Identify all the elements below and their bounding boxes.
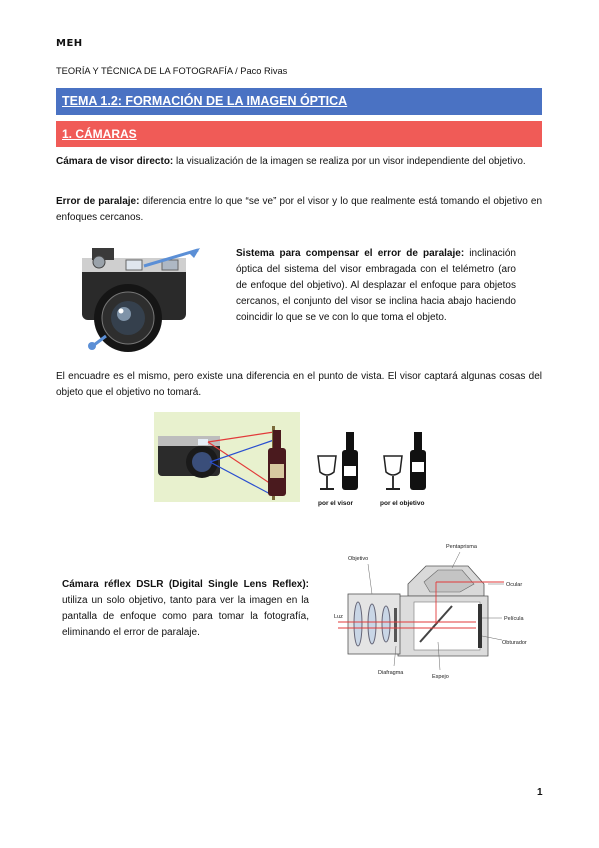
label-obturador: Obturador [502,640,527,646]
page-number: 1 [537,787,543,798]
label-ocular: Ocular [506,582,523,588]
text-parallax-compensation: inclinación óptica del sistema del visor embragada con el telémetro (aro de enfoque del objetivo). Al desplazar el enfoque para objetos cercanos, el conjunto del visor se inclina hacia abajo haciendo coincidir lo que se ve con lo que toma el objeto. [236,248,516,323]
term-parallax-compensation: Sistema para compensar el error de paralaje: [236,248,465,259]
paragraph-dslr [62,577,309,641]
label-luz: Luz [334,614,343,620]
section-title: TEMA 1.2: FORMACIÓN DE LA IMAGEN ÓPTICA [62,94,348,108]
rangefinder-camera-image [66,236,214,360]
label-pelicula: Película [504,616,524,622]
label-espejo: Espejo [432,674,449,680]
paragraph-parallax-compensation [236,246,516,326]
label-por-el-objetivo: por el objetivo [380,500,425,507]
label-diafragma: Diafragma [378,670,404,676]
label-pentaprisma: Pentaprisma [446,544,477,550]
paragraph-direct-viewfinder [56,154,542,170]
term-direct-viewfinder: Cámara de visor directo: [56,156,174,167]
text-direct-viewfinder: la visualización de la imagen se realiza por un visor independiente del objetivo. [173,156,526,167]
text-parallax-error: diferencia entre lo que “se ve” por el visor y lo que realmente está tomando el objetivo en enfoques cercanos. [56,196,543,223]
dslr-cross-section-diagram [328,538,538,686]
term-dslr: Cámara réflex DSLR (Digital Single Lens Reflex): [62,579,309,590]
text-framing: El encuadre es el mismo, pero existe una diferencia en el punto de vista. El visor captará algunas cosas del objeto que el objetivo no tomará. [56,371,542,398]
paragraph-parallax-error [56,194,542,226]
document-subtitle: TEORÍA Y TÉCNICA DE LA FOTOGRAFÍA / Paco Rivas [56,66,288,76]
subsection-title: 1. CÁMARAS [62,127,137,141]
text-dslr: utiliza un solo objetivo, tanto para ver la imagen en la pantalla de enfoque como para tomar la fotografía, eliminando el error de paralaje. [62,595,309,638]
subsection-title-bar [56,121,542,147]
term-parallax-error: Error de paralaje: [56,196,140,207]
paragraph-framing [56,369,542,401]
logo: MEH [56,38,83,49]
label-por-el-visor: por el visor [318,500,354,507]
parallax-illustration [154,412,300,502]
label-objetivo: Objetivo [348,556,369,562]
section-title-bar [56,88,542,115]
viewpoint-comparison-icons [312,426,444,508]
